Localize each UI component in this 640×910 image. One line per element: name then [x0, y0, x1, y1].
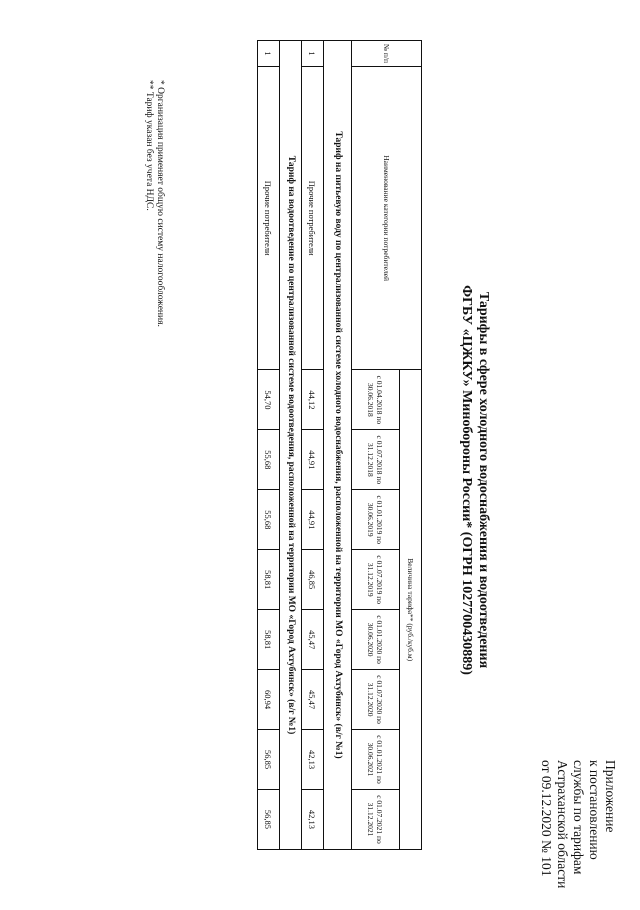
tariff-value: 58,81 [258, 550, 280, 610]
table-row [258, 41, 280, 850]
tariff-value: 44,12 [302, 370, 324, 430]
header-period: с 01.07.2021 по 31.12.2021 [352, 789, 400, 849]
tariff-value: 44,91 [302, 430, 324, 490]
header-period: с 01.07.2020 по 31.12.2020 [352, 670, 400, 730]
tariff-table [257, 40, 422, 850]
tariff-value: 58,81 [258, 610, 280, 670]
section-title-sewage: Тариф на водоотведение по централизованной системе водоотведения, расположенной на территории МО «Город Ахтубинск» (в/г №1) [280, 41, 302, 850]
tariff-value: 45,47 [302, 670, 324, 730]
appendix-line: Приложение [603, 760, 618, 833]
tariff-value: 60,94 [258, 670, 280, 730]
tariff-value: 42,13 [302, 789, 324, 849]
tariff-value: 55,68 [258, 430, 280, 490]
table-row [302, 41, 324, 850]
footnotes [143, 80, 165, 780]
title-line-1: Тарифы в сфере холодного водоснабжения и водоотведения [476, 291, 491, 669]
row-num: 1 [302, 41, 324, 67]
document-title [458, 180, 492, 780]
appendix-line: к постановлению [587, 760, 602, 860]
tariff-value: 54,70 [258, 370, 280, 430]
row-category: Прочие потребители [302, 66, 324, 369]
footnote-tax-system: * Организация применяет общую систему налогообложения. [155, 80, 165, 327]
header-period: с 01.04.2018 по 30.06.2018 [352, 370, 400, 430]
title-line-2: ФГБУ «ЦЖКУ» Минобороны России* (ОГРН 1027700430889) [459, 285, 474, 675]
tariff-value: 56,85 [258, 789, 280, 849]
tariff-value: 55,68 [258, 490, 280, 550]
appendix-line: службы по тарифам [571, 760, 586, 875]
row-num: 1 [258, 41, 280, 67]
header-period: с 01.01.2021 по 30.06.2021 [352, 730, 400, 790]
appendix-header [538, 760, 618, 910]
appendix-line: Астраханской области [555, 760, 570, 889]
header-period: с 01.07.2019 по 31.12.2019 [352, 550, 400, 610]
tariff-value: 56,85 [258, 730, 280, 790]
header-num: № п/п [352, 41, 422, 67]
appendix-line: от 09.12.2020 № 101 [539, 760, 554, 877]
header-period: с 01.01.2019 по 30.06.2019 [352, 490, 400, 550]
section-title-water: Тариф на питьевую воду по централизованной системе холодного водоснабжения, расположенной на территории МО «Город Ахтубинск» (в/г №1) [324, 41, 352, 850]
header-period: с 01.01.2020 по 30.06.2020 [352, 610, 400, 670]
header-tariff: Величина тарифа** (руб./куб.м) [400, 370, 422, 850]
tariff-value: 46,85 [302, 550, 324, 610]
header-period: с 01.07.2018 по 31.12.2018 [352, 430, 400, 490]
row-category: Прочие потребители [258, 66, 280, 369]
tariff-value: 44,91 [302, 490, 324, 550]
tariff-value: 42,13 [302, 730, 324, 790]
footnote-vat: ** Тариф указан без учета НДС. [144, 80, 154, 211]
header-category: Наименование категории потребителей [352, 66, 422, 369]
tariff-value: 45,47 [302, 610, 324, 670]
